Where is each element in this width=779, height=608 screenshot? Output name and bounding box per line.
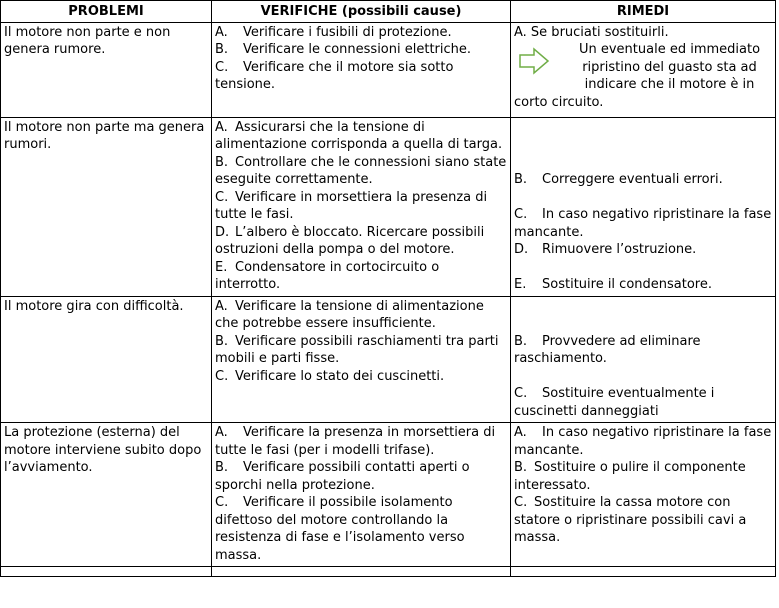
- remedy-note: [514, 41, 773, 94]
- check-item: E. Condensatore in cortocircuito o interrotto.: [215, 259, 440, 292]
- header-problems: PROBLEMI: [1, 1, 212, 23]
- check-item: B. Verificare le connessioni elettriche.: [215, 42, 472, 57]
- check-item: A. Verificare la presenza in morsettiera di tutte le fasi (per i modelli trifase).: [215, 425, 496, 458]
- remedies-cell: [511, 117, 776, 296]
- check-item: B. Controllare che le connessioni siano state eseguite correttamente.: [215, 154, 507, 187]
- check-item: A. Verificare i fusibili di protezione.: [215, 24, 452, 40]
- problem-text: Il motore gira con difficoltà.: [4, 298, 184, 314]
- checks-cell: [212, 117, 511, 296]
- table-row: [1, 423, 776, 567]
- problem-text: Il motore non parte ma genera rumori.: [4, 119, 205, 152]
- check-item: C. Verificare in morsettiera la presenza di tutte le fasi.: [215, 189, 488, 222]
- table-row-cut: [1, 567, 776, 577]
- remedies-cell: [511, 423, 776, 567]
- remedy-item: C. Sostituire eventualmente i cuscinetti danneggiati: [514, 386, 715, 419]
- check-item: D. L’albero è bloccato. Ricercare possibili ostruzioni della pompa o del motore.: [215, 224, 485, 257]
- problem-cell: [1, 117, 212, 296]
- remedy-item: E. Sostituire il condensatore.: [514, 277, 712, 292]
- remedy-item: C. In caso negativo ripristinare la fase mancante.: [514, 207, 772, 240]
- right-arrow-icon: [514, 41, 566, 81]
- remedy-item: B. Correggere eventuali errori.: [514, 172, 723, 187]
- check-item: B. Verificare possibili contatti aperti o sporchi nella protezione.: [215, 460, 470, 493]
- checks-cell: [212, 22, 511, 117]
- problem-text: Il motore non parte e non genera rumore.: [4, 24, 171, 57]
- check-item: A. Verificare la tensione di alimentazione che potrebbe essere insufficiente.: [215, 298, 484, 331]
- checks-cell: [212, 423, 511, 567]
- check-item: C. Verificare lo stato dei cuscinetti.: [215, 368, 445, 384]
- check-item: A. Assicurarsi che la tensione di alimentazione corrisponda a quella di targa.: [215, 119, 503, 152]
- remedy-item: D. Rimuovere l’ostruzione.: [514, 242, 697, 257]
- remedy-item: B. Provvedere ad eliminare raschiamento.: [514, 333, 701, 366]
- header-row: [1, 1, 776, 23]
- table-row: [1, 117, 776, 296]
- problem-cell: [1, 22, 212, 117]
- header-remedies: RIMEDI: [511, 1, 776, 23]
- remedy-item: C. Sostituire la cassa motore con statore o ripristinare possibili cavi a massa.: [514, 495, 747, 545]
- header-checks: VERIFICHE (possibili cause): [212, 1, 511, 23]
- problem-cell: [1, 296, 212, 423]
- remedy-item: A. In caso negativo ripristinare la fase mancante.: [514, 425, 772, 458]
- check-item: B. Verificare possibili raschiamenti tra parti mobili e parti fisse.: [215, 333, 499, 366]
- remedy-item: B. Sostituire o pulire il componente interessato.: [514, 460, 746, 493]
- remedy-item: A. Se bruciati sostituirli.: [514, 24, 669, 40]
- remedy-note-text: Un eventuale ed immediato ripristino del guasto sta ad indicare che il motore è in: [578, 42, 761, 92]
- table-row: [1, 296, 776, 423]
- problem-cell: [1, 423, 212, 567]
- remedies-cell: [511, 22, 776, 117]
- problem-text: La protezione (esterna) del motore interviene subito dopo l’avviamento.: [4, 425, 202, 475]
- remedies-cell: [511, 296, 776, 423]
- remedy-note-tail: corto circuito.: [514, 94, 604, 110]
- table-row: [1, 22, 776, 117]
- checks-cell: [212, 296, 511, 423]
- check-item: C. Verificare che il motore sia sotto tensione.: [215, 59, 454, 92]
- check-item: C. Verificare il possibile isolamento difettoso del motore controllando la resistenza di fase e l’isolamento verso massa.: [215, 495, 465, 563]
